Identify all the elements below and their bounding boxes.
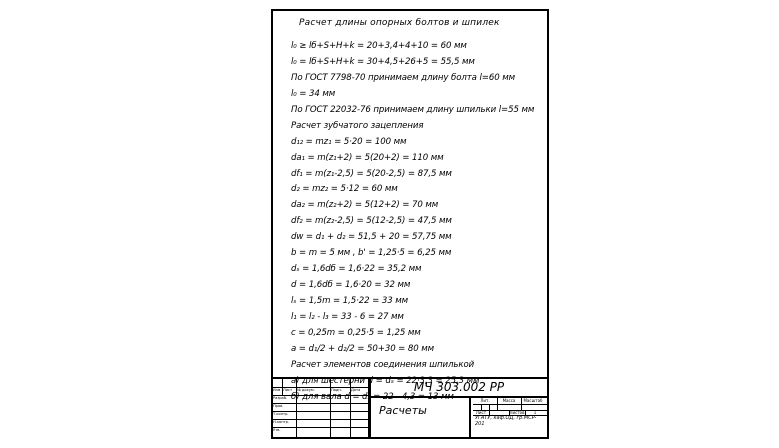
grid-cell xyxy=(351,420,369,428)
calc-line: а) для шестерни d = dₛ = 22·3,3 = 25,3 мм xyxy=(291,375,480,386)
organization: УГАТУ, каф.ОД, гр.MCP-201 xyxy=(475,415,537,427)
calc-line: б) для вала d = dₛ = 22 - 4,3 = 13 мм xyxy=(291,391,454,402)
title-block xyxy=(273,377,547,437)
grid-cell xyxy=(331,412,351,420)
calc-line: Расчет зубчатого зацепления xyxy=(291,120,424,131)
grid-cell xyxy=(351,412,369,420)
calc-line: l₀ = 34 мм xyxy=(291,88,336,99)
calc-line: l₀ = lб+S+H+k = 30+4,5+26+5 = 55,5 мм xyxy=(291,56,475,67)
calc-line: dₛ = 1,6dб = 1,6·22 = 35,2 мм xyxy=(291,264,422,275)
mass-header: Масса xyxy=(497,398,522,404)
header-cell: Подп. xyxy=(331,388,351,396)
calc-line: b = m = 5 мм , b' = 1,25·5 = 6,25 мм xyxy=(291,248,452,259)
grid-cell xyxy=(351,428,369,437)
grid-cell xyxy=(297,404,331,412)
calc-line: dа₂ = m(z₂+2) = 5(12+2) = 70 мм xyxy=(291,200,439,211)
grid-cell xyxy=(331,396,351,404)
calc-line: l₁ = l₂ - l₃ = 33 - 6 = 27 мм xyxy=(291,311,404,322)
scale-header: Масштаб xyxy=(523,398,543,403)
document-title: Расчет длины опорных болтов и шпилек xyxy=(299,18,500,28)
role-cell: Утв. xyxy=(273,428,297,437)
stamp-right-block xyxy=(473,398,547,437)
role-cell: Пров. xyxy=(273,404,297,412)
header-cell: № докум. xyxy=(297,388,331,396)
calc-line: По ГОСТ 22032-76 принимаем длину шпильки l=55 мм xyxy=(291,104,535,115)
grid-cell xyxy=(331,379,351,388)
grid-cell xyxy=(297,396,331,404)
calc-line: а = d₁/2 + d₂/2 = 50+30 = 80 мм xyxy=(291,343,435,354)
drawing-sheet xyxy=(271,9,549,439)
header-cell: Дата xyxy=(351,388,369,396)
grid-cell xyxy=(351,404,369,412)
grid-cell xyxy=(273,379,283,388)
grid-cell xyxy=(297,379,331,388)
calc-line: d = 1,6dб = 1,6·20 = 32 мм xyxy=(291,280,411,291)
grid-cell xyxy=(297,412,331,420)
grid-cell xyxy=(297,428,331,437)
header-cell: Изм xyxy=(273,388,283,396)
document-name: Расчеты xyxy=(371,398,471,437)
title-block-grid xyxy=(273,379,369,437)
sheet-label: Лист xyxy=(473,410,490,415)
calc-line: d₁₂ = mz₁ = 5·20 = 100 мм xyxy=(291,136,407,147)
grid-cell xyxy=(331,428,351,437)
calc-line: По ГОСТ 7798-70 принимаем длину болта l=60 мм xyxy=(291,72,515,83)
role-cell: Разраб. xyxy=(273,396,297,404)
calc-line: dа₁ = m(z₁+2) = 5(20+2) = 110 мм xyxy=(291,152,444,163)
calc-line: df₁ = m(z₁-2,5) = 5(20-2,5) = 87,5 мм xyxy=(291,168,452,179)
calculation-lines xyxy=(291,39,543,406)
calc-line: d₂ = mz₂ = 5·12 = 60 мм xyxy=(291,184,398,195)
grid-cell xyxy=(297,420,331,428)
grid-cell xyxy=(331,420,351,428)
grid-cell xyxy=(331,404,351,412)
sheets-label: Листов xyxy=(509,410,525,415)
calc-line: df₂ = m(z₂-2,5) = 5(12-2,5) = 47,5 мм xyxy=(291,216,452,227)
sheets-value: 1 xyxy=(533,410,537,415)
grid-cell xyxy=(351,396,369,404)
calc-line: lₛ = 1,5m = 1,5·22 = 33 мм xyxy=(291,296,408,306)
grid-cell xyxy=(283,379,297,388)
header-cell: Лист xyxy=(283,388,297,396)
calc-line: l₀ ≥ lб+S+H+k = 20+3,4+4+10 = 60 мм xyxy=(291,41,467,51)
calc-line: Расчет элементов соединения шпилькой xyxy=(291,359,475,370)
role-cell: Н.контр. xyxy=(273,420,297,428)
calc-line: dw = d₁ + d₂ = 51,5 + 20 = 57,75 мм xyxy=(291,232,452,243)
grid-cell xyxy=(351,379,369,388)
role-cell: Т.контр. xyxy=(273,412,297,420)
calc-line: c = 0,25m = 0,25·5 = 1,25 мм xyxy=(291,327,421,338)
lit-header: Лит. xyxy=(473,398,498,404)
document-code: МЧ 303.002 РР xyxy=(371,379,547,398)
